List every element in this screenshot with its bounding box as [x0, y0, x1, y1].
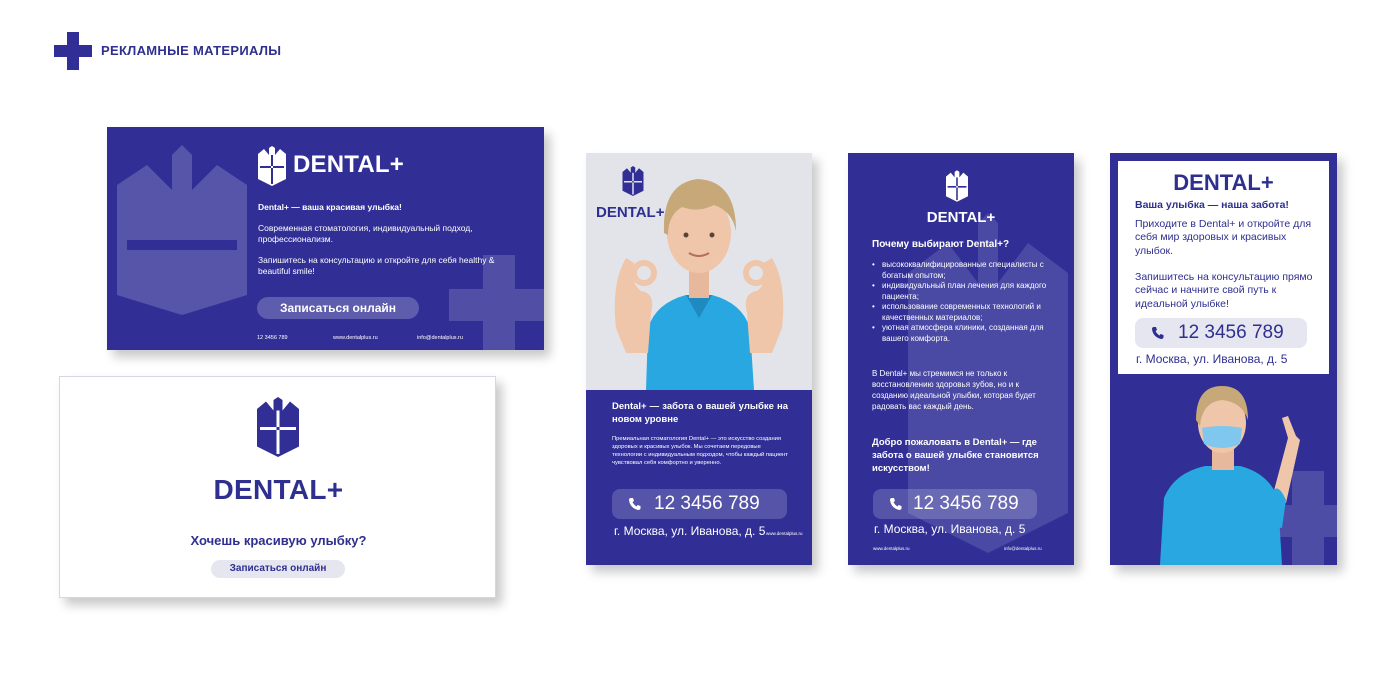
tooth-shield-logo-icon — [257, 397, 299, 457]
page-title: РЕКЛАМНЫЕ МАТЕРИАЛЫ — [101, 43, 282, 58]
address-text: г. Москва, ул. Иванова, д. 5 — [1136, 352, 1288, 366]
phone-text: 12 3456 789 — [257, 335, 288, 341]
phone-icon — [889, 497, 903, 511]
tooth-shield-logo-icon — [258, 146, 286, 186]
info-panel — [1118, 161, 1329, 374]
card-text: Запишитесь на консультацию и откройте для себя healthy & beautiful smile! — [258, 255, 495, 276]
flyer-text: Приходите в Dental+ и откройте для себя мир здоровых и красивых улыбок. — [1135, 218, 1312, 257]
card-tagline: Dental+ — ваша красивая улыбка! — [258, 202, 402, 212]
address-text: г. Москва, ул. Иванова, д. 5 — [874, 522, 1026, 536]
flyer-text: Запишитесь на консультацию прямо сейчас и начните свой путь к идеальной улыбке! — [1135, 271, 1313, 310]
brand-wordmark: DENTAL+ — [213, 474, 344, 505]
welcome-text: Добро пожаловать в Dental+ — где забота о вашей улыбке становится искусством! — [872, 437, 1039, 474]
tooth-shield-watermark-icon — [117, 145, 247, 315]
phone-badge[interactable] — [873, 489, 1037, 519]
phone-number: 12 3456 789 — [654, 493, 760, 514]
website-text: www.dentalplus.ru — [766, 531, 803, 536]
flyer-heading: Dental+ — забота о вашей улыбке на новом уровне — [612, 401, 788, 425]
flyer-text-only — [848, 153, 1074, 565]
list-item: • индивидуальный план лечения для каждого пациента; — [872, 281, 1062, 302]
book-online-button[interactable]: Записаться онлайн — [257, 297, 419, 319]
flyer-heading: Ваша улыбка — наша забота! — [1135, 199, 1289, 211]
flyer-photo — [586, 153, 812, 565]
brand-wordmark: DENTAL+ — [596, 204, 665, 221]
phone-icon — [628, 497, 642, 511]
website-text: www.dentalplus.ru — [873, 546, 910, 551]
doctor-photo — [586, 153, 812, 390]
card-text: Современная стоматология, индивидуальный подход, профессионализм. — [258, 223, 473, 244]
list-item: • использование современных технологий и качественных материалов; — [872, 302, 1062, 323]
flyer-heading: Почему выбирают Dental+? — [872, 239, 1010, 250]
benefits-list — [872, 260, 1062, 344]
phone-badge[interactable] — [1135, 318, 1307, 348]
promo-question: Хочешь красивую улыбку? — [190, 533, 367, 548]
phone-number: 12 3456 789 — [1178, 322, 1284, 343]
website-text: www.dentalplus.ru — [333, 335, 378, 341]
list-item: • уютная атмосфера клиники, созданная для вашего комфорта. — [872, 323, 1062, 344]
tooth-shield-logo-icon — [946, 170, 968, 202]
phone-icon — [1151, 326, 1165, 340]
email-text: info@dentalplus.ru — [1004, 546, 1042, 551]
brand-wordmark: DENTAL+ — [926, 209, 996, 226]
flyer-text: В Dental+ мы стремимся не только к восстановлению здоровья зубов, но и к созданию идеальной улыбки, которая будет радовать вас каждый день. — [872, 369, 1036, 411]
business-card-front — [107, 127, 544, 350]
doctor-photo — [1150, 378, 1310, 565]
book-online-button[interactable]: Записаться онлайн — [211, 560, 345, 578]
plus-logo-icon — [54, 32, 92, 70]
flyer-white-block — [1110, 153, 1337, 565]
flyer-text: Премиальная стоматология Dental+ — это искусство создания здоровых и красивых улыбок. Мы сочетаем передовые технологии с индивидуальным подходом, чтобы каждый пациент чувствовал себя комфортно и уверенно. — [612, 436, 788, 466]
phone-number: 12 3456 789 — [913, 493, 1019, 514]
phone-badge[interactable] — [612, 489, 787, 519]
brand-wordmark: DENTAL+ — [293, 151, 404, 178]
list-item: • высококвалифицированные специалисты с богатым опытом; — [872, 260, 1062, 281]
tooth-shield-logo-icon — [622, 166, 644, 196]
business-card-back — [59, 376, 496, 598]
email-text: info@dentalplus.ru — [417, 335, 463, 341]
brand-wordmark: DENTAL+ — [1173, 170, 1274, 195]
address-text: г. Москва, ул. Иванова, д. 5 — [614, 524, 766, 538]
